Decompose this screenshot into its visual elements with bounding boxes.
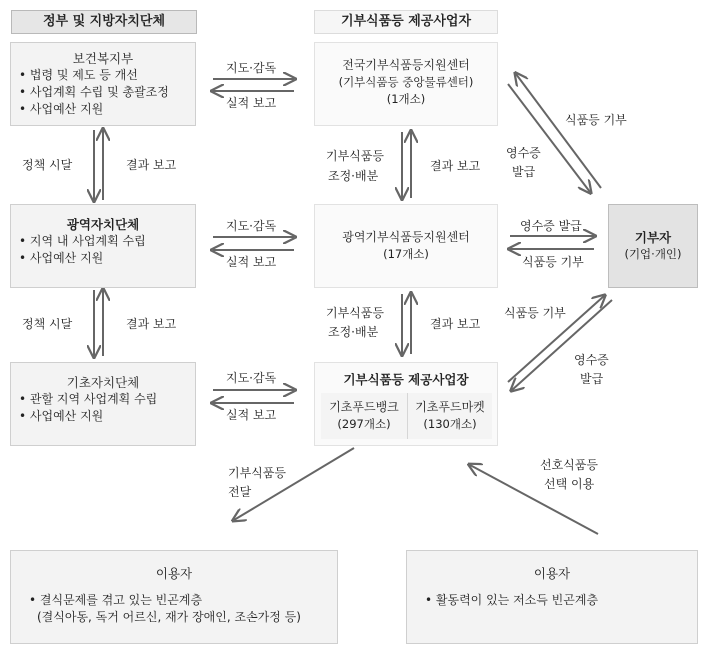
- national-center-count: (1개소): [386, 92, 426, 106]
- label-result-2: 결과 보고: [126, 317, 177, 331]
- user-right-item: • 활동력이 있는 저소득 빈곤계층: [425, 592, 683, 609]
- label-report-1: 실적 보고: [226, 96, 277, 110]
- label-policy-1: 정책 시달: [22, 158, 73, 172]
- user-left-box: [10, 550, 338, 644]
- user-right-box: [406, 550, 698, 644]
- label-result-3: 결과 보고: [430, 159, 481, 173]
- donor-title: 기부자: [634, 230, 672, 245]
- label-guidance-3: 지도·감독: [226, 371, 277, 385]
- mohw-box: [10, 42, 196, 126]
- label-result-1: 결과 보고: [126, 158, 177, 172]
- mohw-item: • 법령 및 제도 등 개선: [19, 67, 187, 84]
- label-deliver-b: 전달: [228, 485, 252, 499]
- label-policy-2: 정책 시달: [22, 317, 73, 331]
- user-left-title: 이용자: [155, 566, 193, 581]
- label-report-2: 실적 보고: [226, 255, 277, 269]
- label-deliver-a: 기부식품등: [228, 466, 286, 480]
- label-coord-2b: 조정·배분: [328, 325, 379, 339]
- foodbank-count: (297개소): [337, 417, 391, 431]
- user-left-item: • 결식문제를 겪고 있는 빈곤계층: [29, 592, 323, 609]
- local-gov-item: • 사업예산 지원: [19, 408, 187, 425]
- label-donation-national: 식품등 기부: [565, 113, 627, 127]
- label-guidance-1: 지도·감독: [226, 61, 277, 75]
- label-select-b: 선택 이용: [544, 477, 595, 491]
- label-donation-provider: 식품등 기부: [504, 306, 566, 320]
- metro-gov-item: • 사업예산 지원: [19, 250, 187, 267]
- foodmarket-label: 기초푸드마켓: [415, 400, 485, 414]
- donor-box: [608, 204, 698, 288]
- foodmarket-count: (130개소): [423, 417, 477, 431]
- national-center-sub: (기부식품등 중앙물류센터): [338, 75, 474, 89]
- foodmarket-cell: [408, 393, 492, 439]
- national-center-box: [314, 42, 498, 126]
- metro-gov-title: 광역자치단체: [66, 217, 140, 232]
- metro-gov-box: [10, 204, 196, 288]
- donor-sub: (기업·개인): [624, 247, 682, 261]
- label-receipt-metro: 영수증 발급: [520, 219, 582, 233]
- mohw-item: • 사업예산 지원: [19, 101, 187, 118]
- right-header: 기부식품등 제공사업자: [314, 10, 498, 34]
- local-gov-title: 기초자치단체: [66, 375, 140, 390]
- left-header: 정부 및 지방자치단체: [11, 10, 197, 34]
- label-coord-1a: 기부식품등: [326, 149, 384, 163]
- label-donation-metro: 식품등 기부: [522, 255, 584, 269]
- provider-box: [314, 362, 498, 446]
- label-select-a: 선호식품등: [540, 458, 598, 472]
- label-result-4: 결과 보고: [430, 317, 481, 331]
- label-coord-1b: 조정·배분: [328, 169, 379, 183]
- user-right-title: 이용자: [533, 566, 571, 581]
- metro-center-count: (17개소): [383, 247, 429, 261]
- arrow-deliver: [234, 448, 354, 520]
- user-left-detail: (결식아동, 독거 어르신, 재가 장애인, 조손가정 등): [37, 610, 301, 624]
- label-report-3: 실적 보고: [226, 408, 277, 422]
- metro-center-box: [314, 204, 498, 288]
- mohw-title: 보건복지부: [72, 51, 134, 66]
- mohw-item: • 사업계획 수립 및 총괄조정: [19, 84, 187, 101]
- foodbank-cell: [321, 393, 407, 439]
- label-coord-2a: 기부식품등: [326, 306, 384, 320]
- label-receipt-national-b: 발급: [512, 165, 536, 179]
- label-receipt-provider-b: 발급: [580, 372, 604, 386]
- label-guidance-2: 지도·감독: [226, 219, 277, 233]
- metro-center-name: 광역기부식품등지원센터: [342, 230, 470, 244]
- label-receipt-national-a: 영수증: [506, 146, 541, 160]
- foodbank-label: 기초푸드뱅크: [329, 400, 399, 414]
- national-center-name: 전국기부식품등지원센터: [342, 58, 470, 72]
- provider-title: 기부식품등 제공사업장: [343, 372, 469, 387]
- metro-gov-item: • 지역 내 사업계획 수립: [19, 233, 187, 250]
- local-gov-item: • 관할 지역 사업계획 수립: [19, 391, 187, 408]
- local-gov-box: [10, 362, 196, 446]
- label-receipt-provider-a: 영수증: [574, 353, 609, 367]
